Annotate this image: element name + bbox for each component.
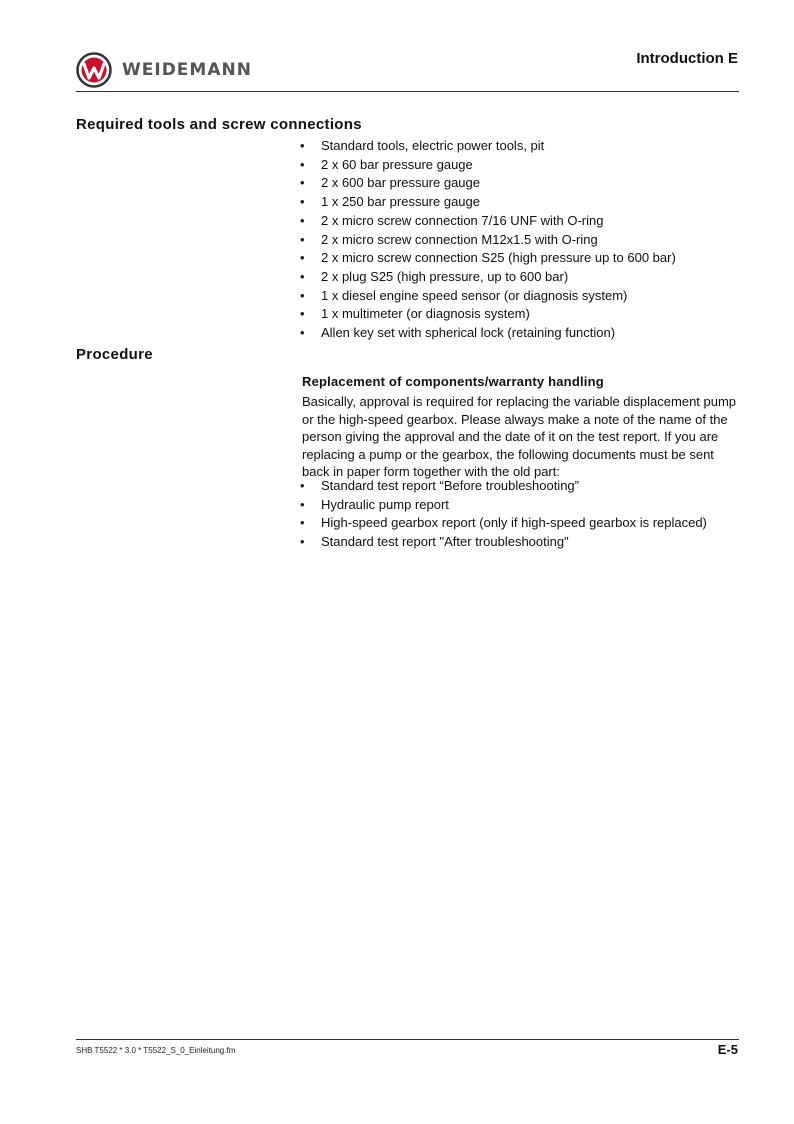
list-item: • 1 x 250 bar pressure gauge — [300, 193, 676, 212]
list-item: • High-speed gearbox report (only if high-speed gearbox is replaced) — [300, 514, 707, 533]
bullet-icon: • — [300, 250, 305, 266]
bullet-icon: • — [300, 231, 305, 247]
list-item: • 2 x 60 bar pressure gauge — [300, 156, 676, 175]
tools-heading: Required tools and screw connections — [76, 116, 362, 133]
bullet-icon: • — [300, 515, 305, 531]
bullet-icon: • — [300, 268, 305, 284]
footer-doc-reference: SHB T5522 * 3.0 * T5522_S_0_Einleitung.fm — [76, 1046, 236, 1055]
procedure-heading: Procedure — [76, 346, 153, 363]
bullet-icon: • — [300, 306, 305, 322]
list-item: • Standard test report "After troubleshooting" — [300, 533, 707, 552]
page-header — [0, 0, 794, 100]
tools-list — [300, 137, 676, 343]
list-item: • Standard tools, electric power tools, pit — [300, 137, 676, 156]
list-item: • 2 x 600 bar pressure gauge — [300, 174, 676, 193]
bullet-icon: • — [300, 534, 305, 550]
list-item: • 1 x diesel engine speed sensor (or diagnosis system) — [300, 287, 676, 306]
weidemann-logo-icon — [76, 52, 112, 88]
bullet-icon: • — [300, 156, 305, 172]
bullet-icon: • — [300, 478, 305, 493]
list-item: • Hydraulic pump report — [300, 496, 707, 515]
procedure-subheading: Replacement of components/warranty handling — [302, 374, 604, 389]
footer-divider — [76, 1039, 739, 1040]
page-number: E-5 — [717, 1042, 738, 1057]
brand-name: WEIDEMANN — [122, 60, 252, 80]
bullet-icon: • — [300, 496, 305, 512]
list-item: • Standard test report “Before troubleshooting” — [300, 477, 707, 496]
brand-logo — [76, 52, 252, 88]
list-item: • 2 x micro screw connection 7/16 UNF with O-ring — [300, 212, 676, 231]
list-item: • 2 x micro screw connection M12x1.5 with O-ring — [300, 231, 676, 250]
list-item: • 1 x multimeter (or diagnosis system) — [300, 305, 676, 324]
bullet-icon: • — [300, 175, 305, 191]
bullet-icon: • — [300, 194, 305, 210]
list-item: • Allen key set with spherical lock (retaining function) — [300, 324, 676, 343]
bullet-icon: • — [300, 212, 305, 228]
list-item: • 2 x plug S25 (high pressure, up to 600 bar) — [300, 268, 676, 287]
section-title: Introduction E — [636, 50, 738, 67]
bullet-icon: • — [300, 325, 305, 341]
bullet-icon: • — [300, 287, 305, 303]
list-item: • 2 x micro screw connection S25 (high pressure up to 600 bar) — [300, 249, 676, 268]
documents-list — [300, 477, 707, 552]
bullet-icon: • — [300, 138, 305, 153]
header-divider — [76, 91, 739, 92]
procedure-paragraph: Basically, approval is required for replacing the variable displacement pump or the high-speed gearbox. Please always make a note of the name of the person giving the approval and the date of it on the test report. If you are replacing a pump or the gearbox, the following documents must be sent back in paper form together with the old part: — [302, 394, 737, 480]
